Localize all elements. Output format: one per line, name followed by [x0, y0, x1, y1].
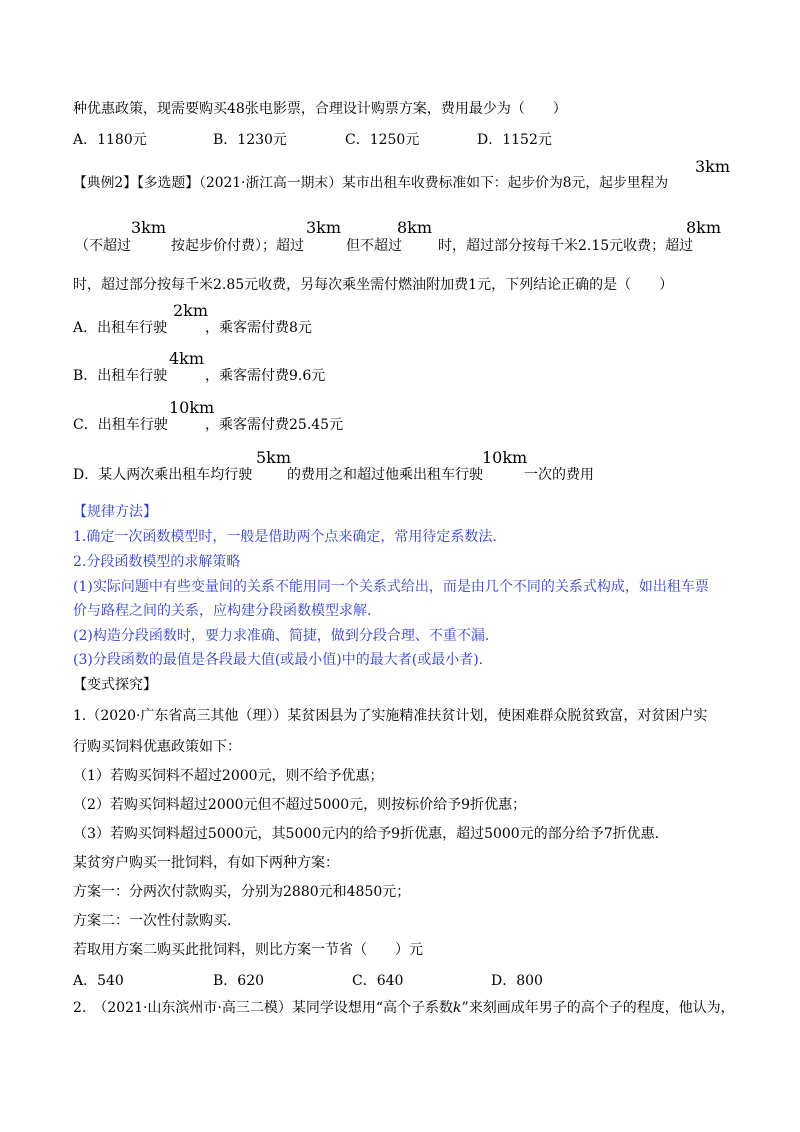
- question-text: 行购买饲料优惠政策如下：: [73, 739, 241, 755]
- condition-line: （2）若购买饲料超过2000元但不超过5000元，则按标价给予9折优惠；: [73, 797, 527, 813]
- option-a: A．540: [73, 973, 124, 989]
- km-value: 4km: [169, 349, 205, 368]
- method-line: (1)实际问题中有些变量间的关系不能用同一个关系式给出，而是由几个不同的关系式构成，如出租车票: [73, 579, 709, 595]
- km-value: 8km: [397, 218, 433, 237]
- option-c-text: ，乘客需付费25.45元: [205, 417, 344, 433]
- option-d-text: 的费用之和超过他乘出租车行驶: [287, 467, 483, 483]
- km-value: 3km: [306, 218, 342, 237]
- question-text: （不超过: [75, 238, 131, 254]
- option-c: C．1250元: [345, 132, 420, 148]
- option-d: D．1152元: [477, 132, 552, 148]
- question-text: 方案二：一次性付款购买.: [73, 913, 232, 929]
- question-text: 若取用方案二购买此批饲料，则比方案一节省（ ）元: [73, 942, 423, 958]
- km-value: 2km: [173, 301, 209, 320]
- question-text: 时，超过部分按每千米2.15元收费；超过: [438, 238, 694, 254]
- question-text: 时，超过部分按每千米2.85元收费，另每次乘坐需付燃油附加费1元，下列结论正确的是（ ）: [73, 277, 674, 293]
- option-d: D．800: [491, 973, 543, 989]
- option-b: B．620: [213, 973, 265, 989]
- method-line: (3)分段函数的最值是各段最大值(或最小值)中的最大者(或最小者).: [73, 652, 484, 668]
- question-text: 种优惠政策，现需要购买48张电影票，合理设计购票方案，费用最少为（ ）: [73, 101, 567, 117]
- option-b-text: ，乘客需付费9.6元: [205, 368, 326, 384]
- question-text: [73, 999, 735, 1017]
- option-d: D．某人两次乘出租车均行驶: [73, 467, 253, 483]
- option-d-text: 一次的费用: [524, 467, 594, 483]
- variant-heading: 【变式探究】: [73, 677, 157, 693]
- method-line: (2)构造分段函数时，要力求准确、简捷，做到分段合理、不重不漏.: [73, 628, 490, 644]
- method-heading: 【规律方法】: [73, 504, 157, 520]
- option-a: A．出租车行驶: [73, 320, 168, 336]
- question-text: 某贫穷户购买一批饲料，有如下两种方案：: [73, 855, 339, 871]
- question-text-part: ”来刻画成年男子的高个子的程度，他认为，: [461, 1000, 735, 1016]
- question-text: 1.（2020·广东省高三其他（理））某贫困县为了实施精准扶贫计划，使困难群众脱贫致富，对贫困户实: [73, 708, 708, 724]
- question-text: 但不超过: [346, 238, 402, 254]
- option-c: C．640: [352, 973, 404, 989]
- option-b: B．出租车行驶: [73, 368, 168, 384]
- method-line: 价与路程之间的关系，应构建分段函数模型求解.: [73, 603, 372, 619]
- question-text-part: 2. （2021·山东滨州市·高三二模）某同学设想用“高个子系数: [73, 1000, 454, 1016]
- km-value: 3km: [695, 157, 731, 176]
- example-heading: 【典例2】【多选题】（2021·浙江高一期末）某市出租车收费标准如下：起步价为8元，起步里程为: [73, 175, 669, 191]
- km-value: 5km: [256, 448, 292, 467]
- km-value: 10km: [482, 448, 528, 467]
- option-c: C．出租车行驶: [73, 417, 168, 433]
- km-value: 8km: [686, 218, 722, 237]
- question-text: 方案一：分两次付款购买，分别为2880元和4850元；: [73, 884, 411, 900]
- condition-line: （1）若购买饲料不超过2000元，则不给予优惠；: [73, 768, 384, 784]
- option-b: B．1230元: [213, 132, 287, 148]
- condition-line: （3）若购买饲料超过5000元，其5000元内的给予9折优惠，超过5000元的部分给予7折优惠.: [73, 826, 660, 842]
- method-line: 2.分段函数模型的求解策略: [73, 554, 241, 570]
- option-a: A．1180元: [73, 132, 147, 148]
- variable-k: k: [453, 1000, 462, 1016]
- method-line: 1.确定一次函数模型时，一般是借助两个点来确定，常用待定系数法.: [73, 529, 497, 545]
- question-text: 按起步价付费）；超过: [171, 238, 304, 254]
- km-value: 10km: [169, 398, 215, 417]
- option-a-text: ，乘客需付费8元: [205, 320, 312, 336]
- km-value: 3km: [131, 218, 167, 237]
